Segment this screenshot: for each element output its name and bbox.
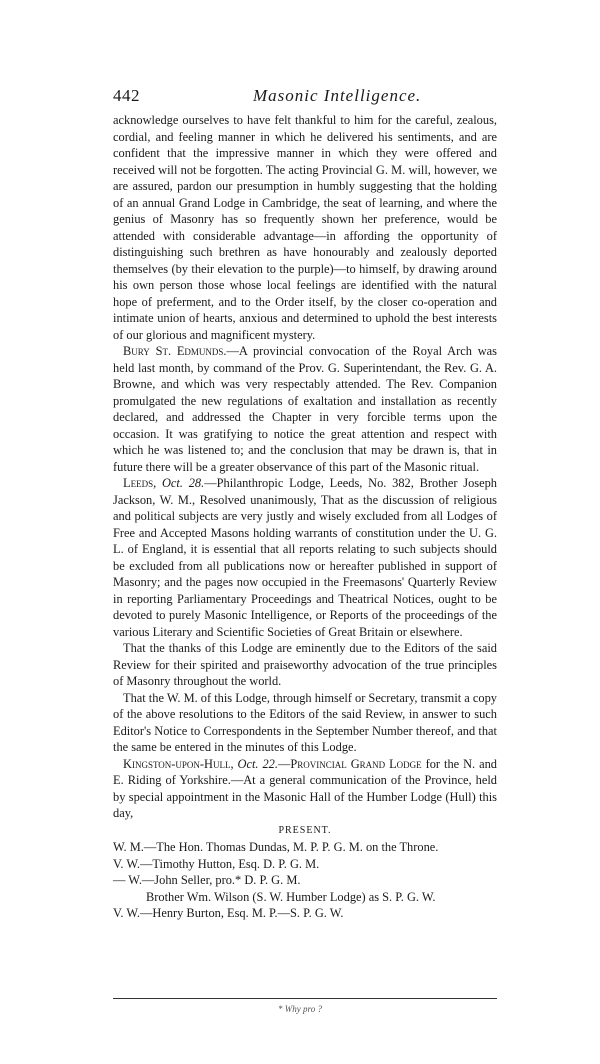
date: Oct. 22. [237, 756, 278, 771]
footnote: * Why pro ? [278, 1004, 322, 1014]
place-heading: Kingston-upon-Hull, [123, 756, 234, 771]
paragraph-kingston-upon-hull: Kingston-upon-Hull, Oct. 22.—Provincial Grand Lodge for the N. and E. Riding of Yorkshire.—At a general communication of the Province, held by special appointment in the Masonic Hall of the Humber Lodge (Hull) this day, [113, 756, 497, 820]
present-line: Brother Wm. Wilson (S. W. Humber Lodge) as S. P. G. W. [146, 889, 436, 904]
paragraph-leeds [113, 475, 497, 640]
body-text [113, 112, 497, 922]
paragraph-thanks: That the thanks of this Lodge are eminently due to the Editors of the said Review for their spirited and praiseworthy advocation of the true principles of Masonry throughout the world. [113, 641, 497, 688]
present-heading: PRESENT. [278, 824, 332, 836]
lodge-heading: Provincial Grand Lodge [290, 756, 422, 771]
paragraph-text: —A provincial convocation of the Royal Arch was held last month, by command of the Prov. G. Superintendant, the Rev. G. A. Browne, and which was very respectably attended. The Rev. Companion promulgated the new regulations of exaltation and installation as recently declared, and addressed the Chapter in very forcible terms upon the occasion. It was gratifying to notice the great attention and respect with which he was listened to; and the conclusion that may be drawn is, that in future there will be a greater observance of this part of the Masonic ritual. [113, 344, 497, 474]
present-line: V. W.—Henry Burton, Esq. M. P.—S. P. G. W. [113, 906, 344, 920]
paragraph-text: —At a general communication of the Province, held by special appointment in the Masonic Hall of the Humber Lodge (Hull) this day, [113, 773, 497, 820]
page-number: 442 [113, 86, 140, 105]
paragraph-bury-st-edmunds [113, 343, 497, 475]
paragraph-text: for the N. and E. Riding of Yorkshire. [113, 756, 497, 787]
date: Oct. 28. [161, 476, 205, 490]
present-line: — W.—John Seller, pro.* D. P. G. M. [113, 873, 301, 887]
place-heading: Bury St. Edmunds. [123, 344, 227, 358]
place-heading: Leeds, [123, 476, 157, 490]
present-line: V. W.—Timothy Hutton, Esq. D. P. G. M. [113, 856, 320, 871]
footnote-divider [113, 998, 497, 999]
present-line: W. M.—The Hon. Thomas Dundas, M. P. P. G. M. on the Throne. [113, 840, 439, 854]
running-title: Masonic Intelligence. [253, 86, 422, 105]
paragraph-text: —Philanthropic Lodge, Leeds, No. 382, Brother Joseph Jackson, W. M., Resolved unanimously, That as the discussion of religious and political subjects are very justly and wisely excluded from all Lodges of Free and Accepted Masons holding warrants of constitution under the U. G. L. of England, it is essential that all reports relating to such subjects should be excluded from all publications now or hereafter published in support of Masonry; and the pages now occupied in the Freemasons' Quarterly Review in reporting Parliamentary Proceedings and Theatrical Notices, ought to be devoted to purely Masonic Intelligence, or Reports of the proceedings of the various Literary and Scientific Societies of Great Britain or elsewhere. [113, 476, 497, 639]
paragraph-cambridge: acknowledge ourselves to have felt thankful to him for the careful, zealous, cordial, and feeling manner in which he delivered his sentiments, and are confident that the impressive manner in which they were offered and received will not be forgotten. The acting Provincial G. M. will, however, we are assured, pardon our presumption in humbly suggesting that the holding of an annual Grand Lodge in Cambridge, the seat of learning, and where the genius of Masonry has so frequently shown her preference, would be attended with considerable advantage—in affording the opportunity of distinguishing such brethren as have honourably and zealously deported themselves (by their elevation to the purple)—to himself, by drawing around his own person those whose local feelings are identified with the natural hope of preferment, and to the Order itself, by the closer co-operation and intimate union of hearts, anxious and determined to uphold the best interests of our glorious and magnificent mystery. [113, 113, 497, 342]
paragraph-transmit: That the W. M. of this Lodge, through himself or Secretary, transmit a copy of the above resolutions to the Editors of the said Review, in answer to such Editor's Notice to Correspondents in the September Number thereof, and that the same be entered in the minutes of this Lodge. [113, 690, 497, 754]
page-header [113, 86, 497, 110]
